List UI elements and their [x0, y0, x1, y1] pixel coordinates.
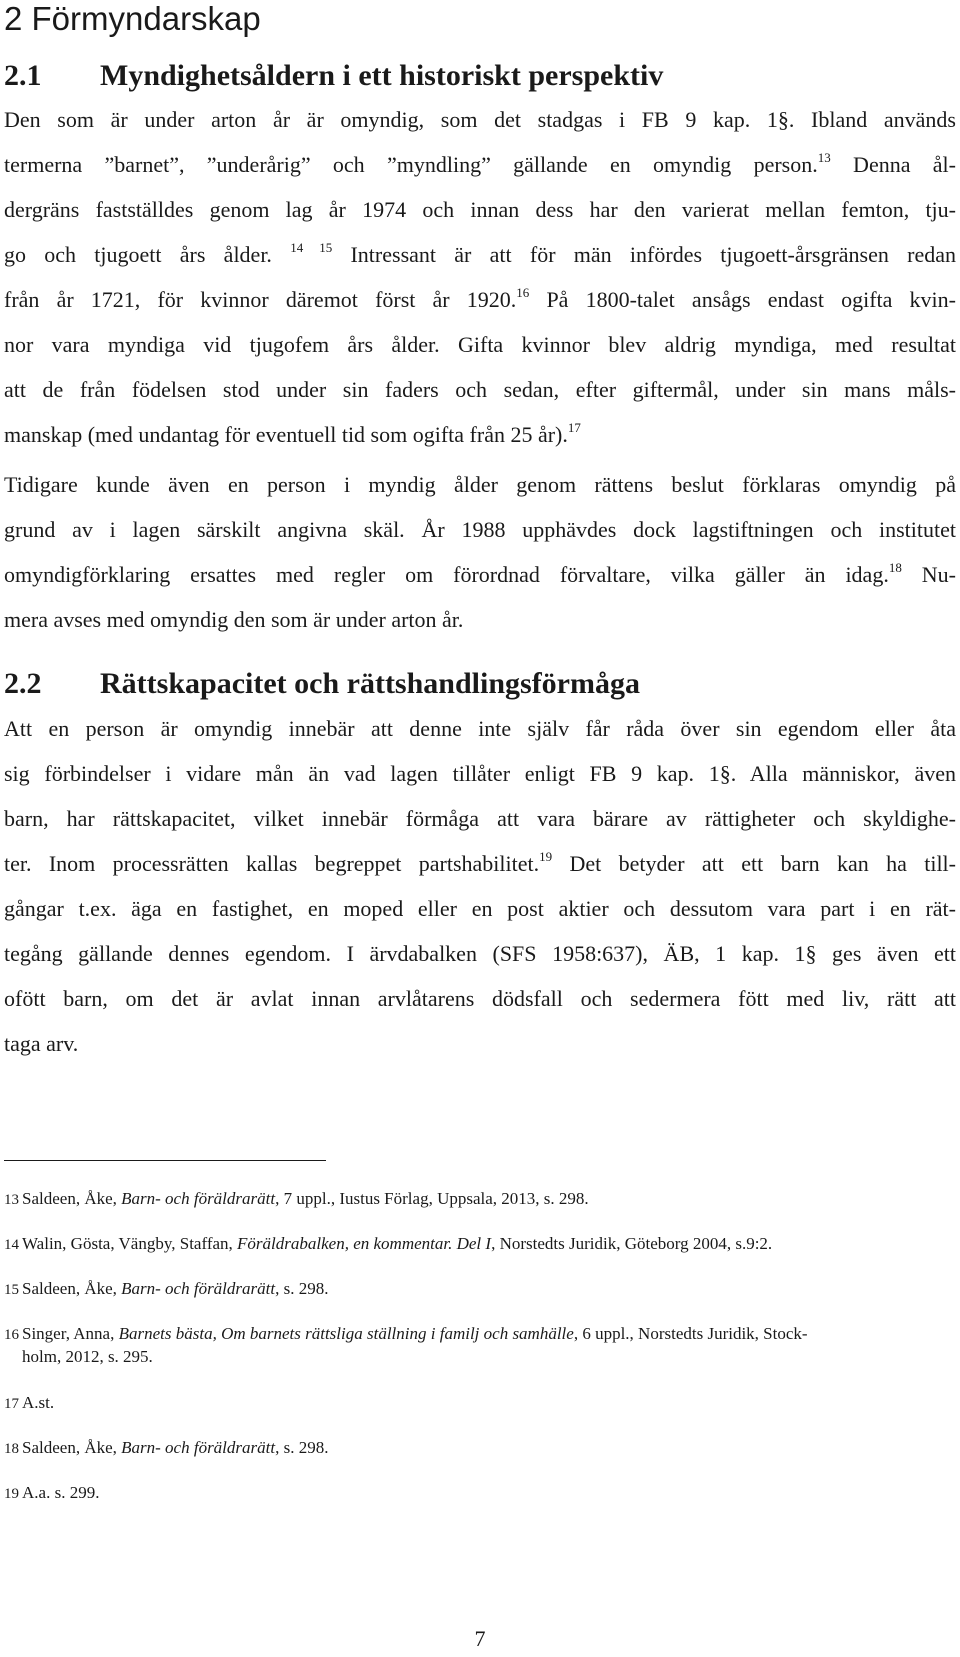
text-line: tegång gällande dennes egendom. I ärvdabalken (SFS 1958:637), ÄB, 1 kap. 1§ ges även ett: [4, 941, 956, 966]
footnote-13: 13 Saldeen, Åke, Barn- och föräldrarätt, 7 uppl., Iustus Förlag, Uppsala, 2013, s. 298.: [4, 1189, 589, 1208]
footnote-16: 16 Singer, Anna, Barnets bästa, Om barnets rättsliga ställning i familj och samhälle, 6 uppl., Norstedts Juridik, Stock- holm, 2012, s. 295.: [4, 1324, 808, 1366]
text-line: manskap (med undantag för eventuell tid som ogifta från 25 år).$^{17}$: [4, 420, 581, 447]
section-title: Rättskapacitet och rättshandlingsförmåga: [100, 667, 640, 700]
page-number: 7: [474, 1626, 486, 1651]
footnote-18: 18 Saldeen, Åke, Barn- och föräldrarätt, s. 298.: [4, 1438, 329, 1457]
section-heading-2-1: [4, 58, 663, 94]
footnote-ref[interactable]: 15: [319, 240, 333, 255]
section-2-2-paragraph-1: [4, 706, 956, 1066]
section-heading-2-2: [4, 666, 640, 702]
section-2-1-paragraph-2: [4, 462, 956, 642]
text-line: grund av i lagen särskilt angivna skäl. År 1988 upphävdes dock lagstiftningen och institutet: [4, 517, 956, 542]
text-line: barn, har rättskapacitet, vilket innebär förmåga att vara bärare av rättigheter och skyldighe-: [4, 806, 956, 831]
footnote-19: 19 A.a. s. 299.: [4, 1483, 100, 1502]
chapter-title: 2 Förmyndarskap: [4, 0, 261, 37]
text-line: mera avses med omyndig den som är under arton år.: [4, 607, 464, 632]
footnote-17: 17 A.st.: [4, 1393, 55, 1412]
text-line: sig förbindelser i vidare mån än vad lagen tillåter enligt FB 9 kap. 1§. Alla människor, även: [4, 761, 956, 786]
section-number: 2.1: [4, 59, 42, 92]
text-line: nor vara myndiga vid tjugofem års ålder. Gifta kvinnor blev aldrig myndiga, med resultat: [4, 332, 956, 357]
text-line: Den som är under arton år är omyndig, som det stadgas i FB 9 kap. 1§. Ibland används: [4, 107, 956, 132]
section-title: Myndighetsåldern i ett historiskt perspektiv: [100, 59, 664, 92]
footnote-14: 14 Walin, Gösta, Vängby, Staffan, Föräldrabalken, en kommentar. Del I, Norstedts Juridik, Göteborg 2004, s.9:2.: [4, 1234, 773, 1253]
text-line: go och tjugoett års ålder. $^{14}$ $^{15}$ Intressant är att för män infördes tjugoett-årsgränsen redan: [4, 240, 957, 267]
text-line: gångar t.ex. äga en fastighet, en moped eller en post aktier och dessutom vara part i en rät-: [4, 896, 956, 921]
text-line: omyndigförklaring ersattes med regler om förordnad förvaltare, vilka gäller än idag.$^{18}$ Nu-: [4, 560, 956, 587]
text-line: att de från födelsen stod under sin faders och sedan, efter giftermål, under sin mans måls-: [4, 377, 956, 402]
footnote-ref[interactable]: 17: [567, 420, 581, 435]
text-line: ter. Inom processrätten kallas begreppet partshabilitet.$^{19}$ Det betyder att ett barn kan ha till-: [4, 849, 957, 876]
text-line: från år 1721, för kvinnor däremot först år 1920.16 På 1800-talet ansågs endast ogifta kvin-: [4, 285, 956, 312]
footnote-ref[interactable]: 19: [539, 849, 553, 864]
text-line: taga arv.: [4, 1031, 79, 1056]
text-line: ofött barn, om det är avlat innan arvlåtarens dödsfall och sedermera fött med liv, rätt att: [4, 986, 956, 1011]
footnote-ref[interactable]: 14: [290, 240, 304, 255]
footnote-separator: [4, 1160, 326, 1161]
text-line: Att en person är omyndig innebär att denne inte själv får råda över sin egendom eller åta: [4, 716, 956, 741]
footnote-ref[interactable]: 18: [888, 560, 902, 575]
footnote-15: 15 Saldeen, Åke, Barn- och föräldrarätt, s. 298.: [4, 1279, 329, 1298]
text-line: Tidigare kunde även en person i myndig ålder genom rättens beslut förklaras omyndig på: [4, 472, 956, 497]
text-line: termerna ”barnet”, ”underårig” och ”myndling” gällande en omyndig person.$^{13}$ Denna ål-: [4, 150, 956, 177]
section-number: 2.2: [4, 667, 42, 700]
text-line: dergräns fastställdes genom lag år 1974 och innan dess har den varierat mellan femton, tju-: [4, 197, 956, 222]
footnote-ref[interactable]: 13: [817, 150, 831, 165]
footnote-ref[interactable]: 16: [516, 285, 530, 300]
section-2-1-paragraph-1: [4, 97, 956, 457]
